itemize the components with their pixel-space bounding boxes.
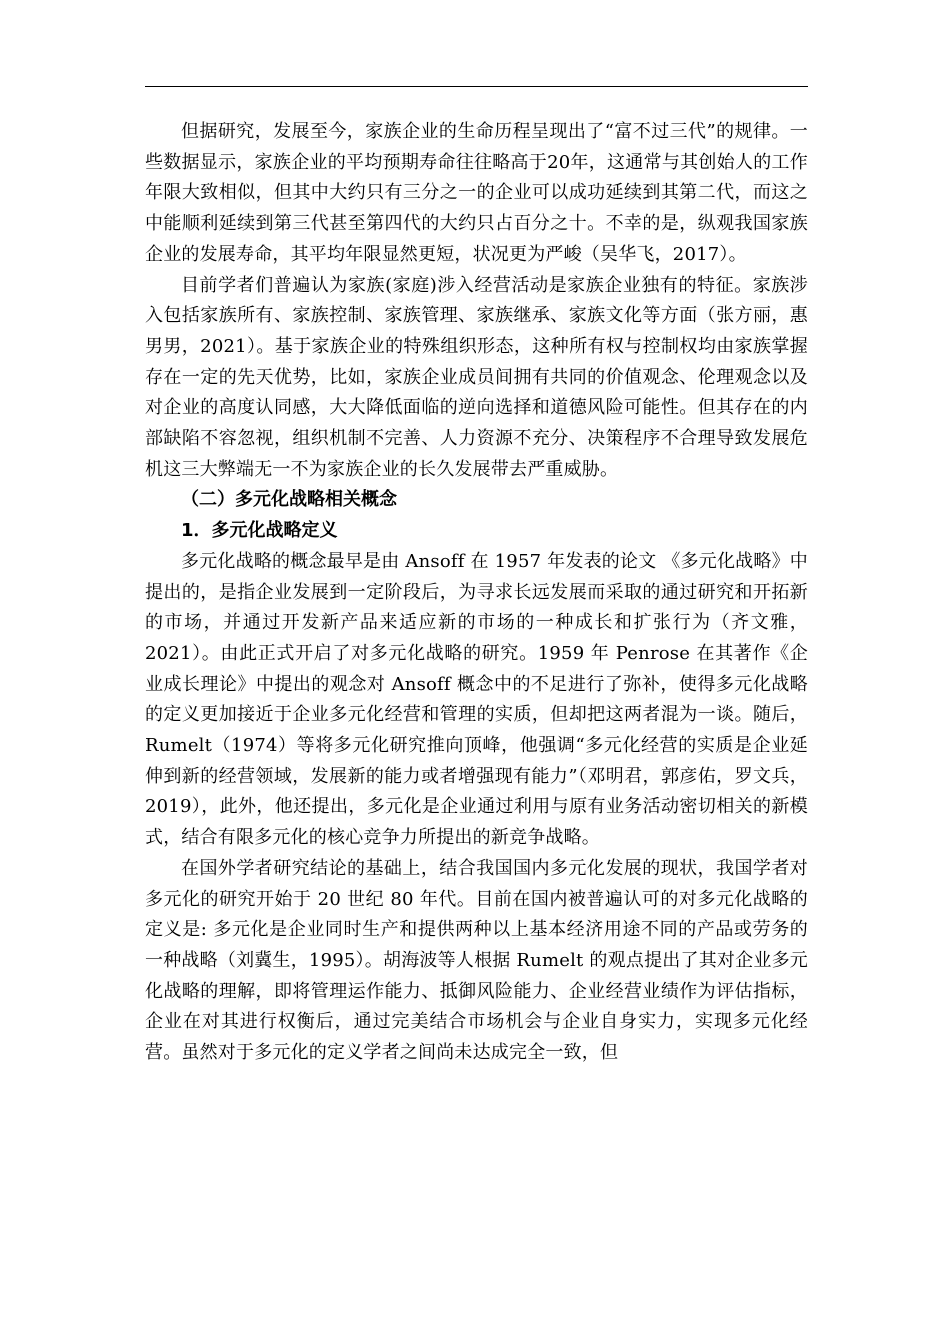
paragraph-family-business-lifespan: 但据研究，发展至今，家族企业的生命历程呈现出了“富不过三代”的规律。一些数据显示，家族企业的平均预期寿命往往略高于20年，这通常与其创始人的工作年限大致相似，但其中大约只有三分之一的企业可以成功延续到其第二代，而这之中能顺利延续到第三代甚至第四代的大约只占百分之十。不幸的是，纵观我国家族企业的发展寿命，其平均年限显然更短，状况更为严峻（吴华飞，2017）。 xyxy=(145,121,808,265)
subsection-heading: 1．多元化战略定义 xyxy=(181,520,338,542)
paragraph-diversification-origin: 多元化战略的概念最早是由 Ansoff 在 1957 年发表的论文 《多元化战略》中提出的，是指企业发展到一定阶段后，为寻求长远发展而采取的通过研究和开拓新的市场，并通过开发新产品来适应新的市场的一种成长和扩张行为（齐文雅，2021）。由此正式开启了对多元化战略的研究。1959 年 Penrose 在其著作《企业成长理论》中提出的观念对 Ansoff 概念中的不足进行了弥补，使得多元化战略的定义更加接近于企业多元化经营和管理的实质，但却把这两者混为一谈。随后，Rumelt（1974）等将多元化研究推向顶峰，他强调“多元化经营的实质是企业延伸到新的经营领域，发展新的能力或者增强现有能力”（邓明君，郭彦佑，罗文兵，2019），此外，他还提出，多元化是企业通过利用与原有业务活动密切相关的新模式，结合有限多元化的核心竞争力所提出的新竞争战略。 xyxy=(145,550,808,849)
paragraph-domestic-research: 在国外学者研究结论的基础上，结合我国国内多元化发展的现状，我国学者对多元化的研究开始于 20 世纪 80 年代。目前在国内被普遍认可的对多元化战略的定义是: 多元化是企业同时生产和提供两种以上基本经济用途不同的产品或劳务的一种战略（刘冀生，1995）。胡海波等人根据 Rumelt 的观点提出了其对企业多元化战略的理解，即将管理运作能力、抵御风险能力、企业经营业绩作为评估指标，企业在对其进行权衡后，通过完美结合市场机会与企业自身实力，实现多元化经营。虽然对于多元化的定义学者之间尚未达成完全一致，但 xyxy=(145,857,808,1064)
document-body xyxy=(145,117,808,1069)
paragraph-family-involvement: 目前学者们普遍认为家族(家庭)涉入经营活动是家族企业独有的特征。家族涉入包括家族所有、家族控制、家族管理、家族继承、家族文化等方面（张方丽，惠男男，2021）。基于家族企业的特殊组织形态，这种所有权与控制权均由家族掌握存在一定的先天优势，比如，家族企业成员间拥有共同的价值观念、伦理观念以及对企业的高度认同感，大大降低面临的逆向选择和道德风险可能性。但其存在的内部缺陷不容忽视，组织机制不完善、人力资源不充分、决策程序不合理导致发展危机这三大弊端无一不为家族企业的长久发展带去严重威胁。 xyxy=(145,274,808,480)
header-rule xyxy=(145,86,808,87)
section-heading: （二）多元化战略相关概念 xyxy=(181,489,397,511)
